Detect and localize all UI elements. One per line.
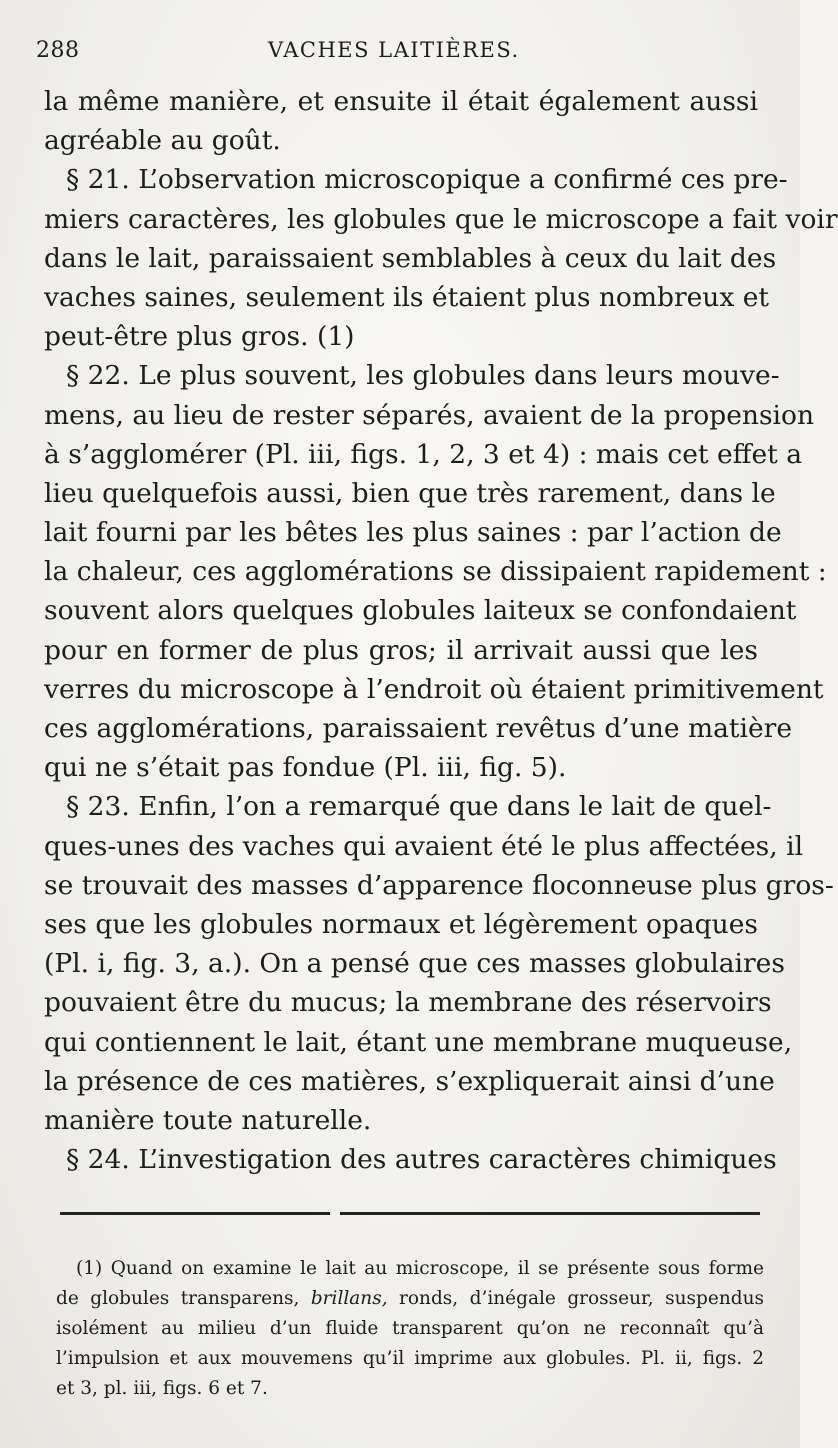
running-head: VACHES LAITIÈRES. (268, 38, 520, 62)
footnote (56, 1254, 764, 1404)
text-line: ques-unes des vaches qui avaient été le plus affectées, il (44, 830, 804, 862)
text-line: vaches saines, seulement ils étaient plus nombreux et (44, 281, 770, 313)
text-line: se trouvait des masses d’apparence floconneuse plus gros- (44, 869, 834, 901)
text-line: agréable au goût. (44, 125, 281, 157)
text-line: souvent alors quelques globules laiteux se confondaient (44, 595, 797, 627)
text-line: lait fourni par les bêtes les plus saines : par l’action de (44, 517, 782, 549)
footnote-line: et 3, pl. iii, figs. 6 et 7. (56, 1378, 268, 1399)
footnote-line (56, 1284, 764, 1314)
footnote-text: ronds, d’inégale grosseur, suspendus (387, 1288, 764, 1309)
text-line: mens, au lieu de rester séparés, avaient de la propension (44, 399, 815, 431)
footnote-rule-right (340, 1212, 760, 1215)
text-line: pouvaient être du mucus; la membrane des réservoirs (44, 987, 772, 1019)
text-line: manière toute naturelle. (44, 1104, 372, 1136)
footnote-line: l’impulsion et aux mouvemens qu’il imprime aux globules. Pl. ii, figs. 2 (56, 1348, 764, 1369)
paragraph-23-start: § 23. Enfin, l’on a remarqué que dans le lait de quel- (66, 791, 772, 823)
paragraph-21-start: § 21. L’observation microscopique a confirmé ces pre- (66, 164, 788, 196)
text-line: la présence de ces matières, s’expliquerait ainsi d’une (44, 1065, 775, 1097)
text-line: la même manière, et ensuite il était également aussi (44, 86, 758, 117)
text-line: dans le lait, paraissaient semblables à ceux du lait des (44, 242, 777, 274)
footnote-text: de globules transparens, (56, 1288, 311, 1309)
page-header (36, 38, 760, 68)
footnote-line: isolément au milieu d’un fluide transparent qu’on ne reconnaît qu’à (56, 1318, 764, 1339)
paragraph-22-start: § 22. Le plus souvent, les globules dans leurs mouve- (66, 360, 780, 392)
footnote-italic-word: brillans, (310, 1288, 388, 1309)
text-line: la chaleur, ces agglomérations se dissipaient rapidement : (44, 556, 827, 588)
text-line: ces agglomérations, paraissaient revêtus d’une matière (44, 713, 793, 744)
text-line: miers caractères, les globules que le microscope a fait voir (44, 203, 838, 235)
text-line: pour en former de plus gros; il arrivait aussi que les (44, 634, 758, 666)
text-line: peut-être plus gros. (1) (44, 321, 355, 353)
footnote-rule-left (60, 1212, 330, 1215)
text-line: verres du microscope à l’endroit où étaient primitivement (44, 673, 824, 705)
text-line: (Pl. i, fig. 3, a.). On a pensé que ces masses globulaires (44, 948, 785, 980)
text-line: à s’agglomérer (Pl. iii, figs. 1, 2, 3 et 4) : mais cet effet a (44, 438, 803, 470)
paragraph-24-start: § 24. L’investigation des autres caractères chimiques (66, 1144, 777, 1176)
body-text (44, 82, 838, 1179)
text-line: qui contiennent le lait, étant une membrane muqueuse, (44, 1026, 793, 1058)
text-line: qui ne s’était pas fondue (Pl. iii, fig. 5). (44, 752, 567, 784)
text-line: lieu quelquefois aussi, bien que très rarement, dans le (44, 477, 776, 509)
text-line: ses que les globules normaux et légèrement opaques (44, 908, 758, 940)
footnote-line: (1) Quand on examine le lait au microscope, il se présente sous forme (76, 1258, 764, 1279)
page-number: 288 (36, 38, 80, 63)
